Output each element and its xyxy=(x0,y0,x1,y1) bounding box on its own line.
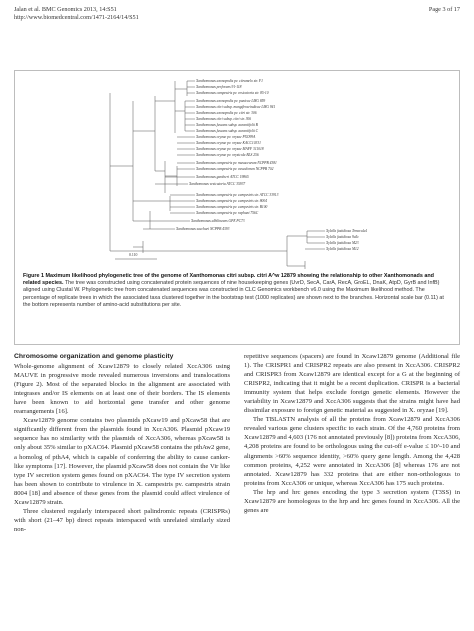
taxon-label: Xanthomonas campestris pv. campestris str. B100 xyxy=(196,205,268,210)
taxon-label: Xanthomonas oryzae pv. oryzae KACC10331 xyxy=(196,141,261,146)
taxon-label: Xanthomonas axonopodis pv. citri str. 306 xyxy=(196,111,257,116)
paragraph: The TBLASTN analysis of all the proteins from Xcaw12879 and XccA306 revealed various gene clusters specific to each strain. Of the 4,760 proteins from Xcaw12879 and 4,603 (176 not annotated previously [8]) proteins from XccA306, 4,208 proteins are found to be orthologous using the cut-off e-value ≤ 10^-10 and alignments >60% sequence identity, >60% query gene length. Among the 4,428 common proteins, 4,252 were annotated in XccA306 [8] whereas 176 are not annotated. Xcaw12879 has 332 proteins that are either non-orthologous to proteins from XccA306 or unique, whereas XccA306 has 175 such proteins. xyxy=(244,416,460,487)
caption-title: Maximum likelihood phylogenetic tree of the genome of Xanthomonas citri subsp. citri A^w 12879 showing the relationship to other Xanthomonads and related species. xyxy=(23,273,434,287)
citation: Jalan et al. BMC Genomics 2013, 14:S51 xyxy=(14,6,117,13)
taxon-label: Xanthomonas axonopodis pv. punicae LMG 859 xyxy=(196,99,266,104)
taxon-label: Xylella fastidiosa 9a5c xyxy=(326,235,359,240)
taxon-label: Xylella fastidiosa M23 xyxy=(326,241,359,246)
paragraph: Xcaw12879 genome contains two plasmids pXcaw19 and pXcaw58 that are significantly different from the plasmids found in XccA306. Plasmid pXcaw19 sequence has no similarity with the plasmids of XccA306, whereas pXcaw58 is only about 35% similar to pXAC64. Plasmid pXcaw58 contains the pthAw2 gene, a homolog of pthA4, which is capable of conferring the ability to cause canker-like symptoms [17]. However, the plasmid pXcaw58 does not contain the Vir like type IV secretion system genes found on pXAC64. The type IV secretion system has been shown to contribute to virulence in X. campestris pv. campestris strain 8004 [18] and absence of these genes from the plasmid could affect virulence of Xcaw12879 strain. xyxy=(14,417,230,506)
article-url[interactable]: http://www.biomedcentral.com/1471-2164/14/S51 xyxy=(14,14,139,21)
taxon-label: Xylella fastidiosa Temecula1 xyxy=(326,229,368,234)
paragraph: Three clustered regularly interspaced short palindromic repeats (CRISPRs) with short (21–47 bp) direct repeats interspaced with unrelated similarly sized non- xyxy=(14,507,230,533)
figure-caption xyxy=(23,273,451,309)
taxon-label: Xanthomonas axonopodis pv. citrumelo str. F1 xyxy=(196,79,263,84)
taxon-label: Xanthomonas perforans 91-118 xyxy=(196,85,242,90)
taxon-label: Xanthomonas citri subsp. mangiferaeindicae LMG 941 xyxy=(196,105,276,110)
caption-body: The tree was constructed using concatenated protein sequences of nine housekeeping genes (UvrD, SecA, CarA, RecA, GroEL, DnaK, AtpD, GyrB and InfB) aligned using Clustal W. Phylogenetic tree from concatenated sequences was constructed in CLC Genomics workbench v6.0 using the Maximum likelihood method. The percentage of replicate trees in which the associated taxa clustered together in the bootstrap test (1000 replicates) are shown next to the branches. Horizontal scale bar (0.11) at the bottom represents number of amino-acid substitutions per site. xyxy=(23,280,444,308)
taxon-label: Xanthomonas citri subsp. citri str. 306 xyxy=(196,117,252,122)
right-column xyxy=(244,352,460,515)
taxon-label: Xanthomonas oryzae pv. oryzae MAFF 311018 xyxy=(196,147,264,152)
scale-bar-label: 0.110 xyxy=(129,253,138,257)
left-column xyxy=(14,352,230,534)
taxon-label: Xanthomonas fuscans subsp. aurantifolii C xyxy=(196,129,258,134)
paragraph: The hrp and hrc genes encoding the type 3 secretion system (T3SS) in Xcaw12879 are homologous to the hrp and hrc genes found in XccA306. All the genes are xyxy=(244,488,460,514)
taxon-label: Xylella fastidiosa M12 xyxy=(326,247,359,252)
taxon-label: Xanthomonas albilineans GPE PC73 xyxy=(191,219,245,224)
header-left xyxy=(14,6,139,22)
taxon-label: Xanthomonas oryzae pv. oryzae PXO99A xyxy=(196,135,256,140)
taxon-label: Xanthomonas vesicatoria ATCC 35937 xyxy=(189,182,246,187)
taxon-label: Xanthomonas campestris pv. raphani 756C xyxy=(196,211,259,216)
taxon-label: Xanthomonas campestris pv. vesicatoria str. 85-10 xyxy=(196,91,269,96)
paragraph: repetitive sequences (spacers) are found in Xcaw12879 genome (Additional file 1). The CRISPR1 and CRISPR2 repeats are also present in XccA306. CRISPR2 and CRISPR3 from Xcaw12879 are identical except for a G at the beginning of CRISPR2, indicating that it might be a recent duplication. CRISPR is a bacterial immunity system that helps exclude foreign genetic elements. However the variability in Xcaw12879 and XccA306 suggests that the strains might have had dissimilar exposure to foreign genetic material as suggested in X. oryzae [19]. xyxy=(244,353,460,415)
caption-label: Figure 1 xyxy=(23,273,44,279)
page-number: Page 3 of 17 xyxy=(428,6,460,13)
taxon-label: Xanthomonas campestris pv. vasculorum NCPPB 702 xyxy=(196,167,274,172)
taxon-label: Xanthomonas sacchari NCPPB 4393 xyxy=(176,227,230,232)
taxon-label: Xanthomonas campestris pv. musacearum NCPPB 4381 xyxy=(196,161,277,166)
figure-1 xyxy=(14,70,460,345)
taxon-label: Xanthomonas campestris pv. campestris str. ATCC 33913 xyxy=(196,193,279,198)
taxon-label: Xanthomonas campestris pv. campestris str. 8004 xyxy=(196,199,267,204)
paragraph: Whole-genome alignment of Xcaw12879 to closely related XccA306 using MAUVE in progressive mode revealed numerous inversions and translocations (Figure 2). Most of the separated blocks in the alignment are associated with integrases and/or IS elements on at least one of their borders. The IS elements have been known to aid horizontal gene transfer and other genome rearrangements [16]. xyxy=(14,363,230,416)
taxon-label: Xanthomonas fuscans subsp. aurantifolii B xyxy=(196,123,258,128)
taxon-label: Xanthomonas oryzae pv. oryzicola BLS 256 xyxy=(196,153,259,158)
taxon-label: Xanthomonas gardneri ATCC 19865 xyxy=(196,175,249,180)
section-heading: Chromosome organization and genome plasticity xyxy=(14,353,174,360)
phylogenetic-tree xyxy=(15,71,459,271)
